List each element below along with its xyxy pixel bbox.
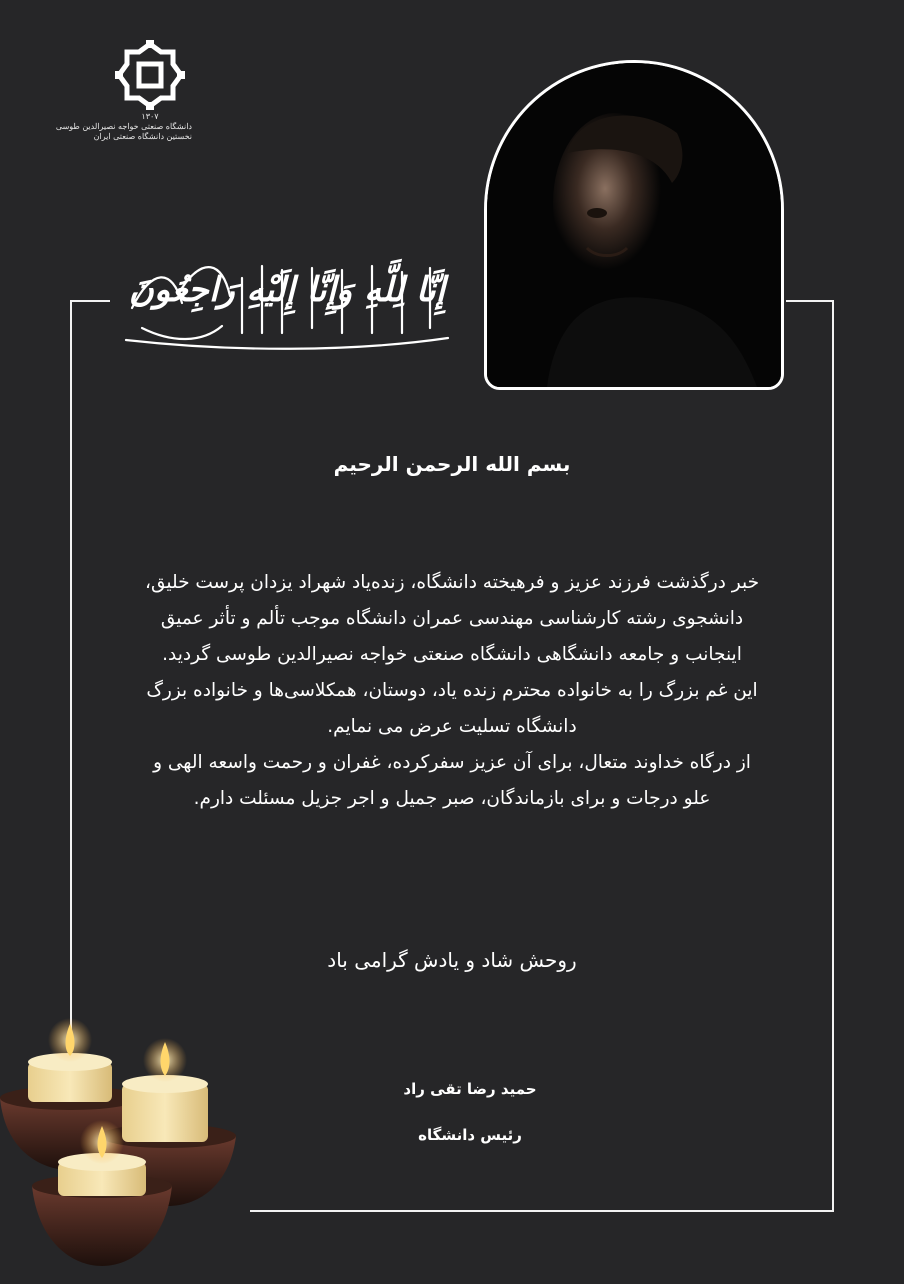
message-line-4: این غم بزرگ را به خانواده محترم زنده یاد، دوستان، همکلاسی‌ها و خانواده بزرگ <box>146 680 758 701</box>
university-emblem-icon <box>115 40 185 112</box>
portrait-photo-icon <box>487 63 781 387</box>
frame-top-right <box>786 300 834 302</box>
logo-year: ۱۳۰۷ <box>141 112 159 121</box>
quranic-calligraphy <box>112 248 462 360</box>
message-line-2: دانشجوی رشته کارشناسی مهندسی عمران دانشگاه موجب تألم و تأثر عمیق <box>160 608 744 629</box>
calligraphy-text: إِنَّا لِلَّهِ وَإِنَّا إِلَيْهِ رَاجِعُونَ <box>128 270 446 310</box>
frame-top-left <box>70 300 110 302</box>
message-line-1: خبر درگذشت فرزند عزیز و فرهیخته دانشگاه، زنده‌یاد شهراد یزدان پرست خلیق، <box>144 572 760 593</box>
message-line-3: اینجانب و جامعه دانشگاهی دانشگاه صنعتی خواجه نصیرالدین طوسی گردید. <box>162 644 742 665</box>
frame-bottom <box>250 1210 834 1212</box>
message-line-7: علو درجات و برای بازماندگان، صبر جمیل و اجر جزیل مسئلت دارم. <box>193 788 711 809</box>
frame-right <box>832 300 834 1212</box>
message-line-6: از درگاه خداوند متعال، برای آن عزیز سفرکرده، غفران و رحمت واسعه الهی و <box>153 752 751 773</box>
condolence-message <box>72 565 832 817</box>
candles-illustration <box>0 1010 250 1280</box>
university-logo <box>55 40 192 170</box>
signer-name: حمید رضا تقی راد <box>403 1080 537 1098</box>
portrait-frame <box>484 60 784 390</box>
logo-caption-line1: دانشگاه صنعتی خواجه نصیرالدین طوسی <box>55 122 192 131</box>
basmala-heading: بسم الله الرحمن الرحیم <box>333 452 571 476</box>
message-line-5: دانشگاه تسلیت عرض می نمایم. <box>327 716 577 737</box>
logo-caption-line2: نخستین دانشگاه صنعتی ایران <box>93 132 192 141</box>
candles-icon <box>0 1010 250 1280</box>
closing-phrase: روحش شاد و یادش گرامی باد <box>327 948 577 972</box>
signer-title: رئیس دانشگاه <box>418 1126 522 1144</box>
